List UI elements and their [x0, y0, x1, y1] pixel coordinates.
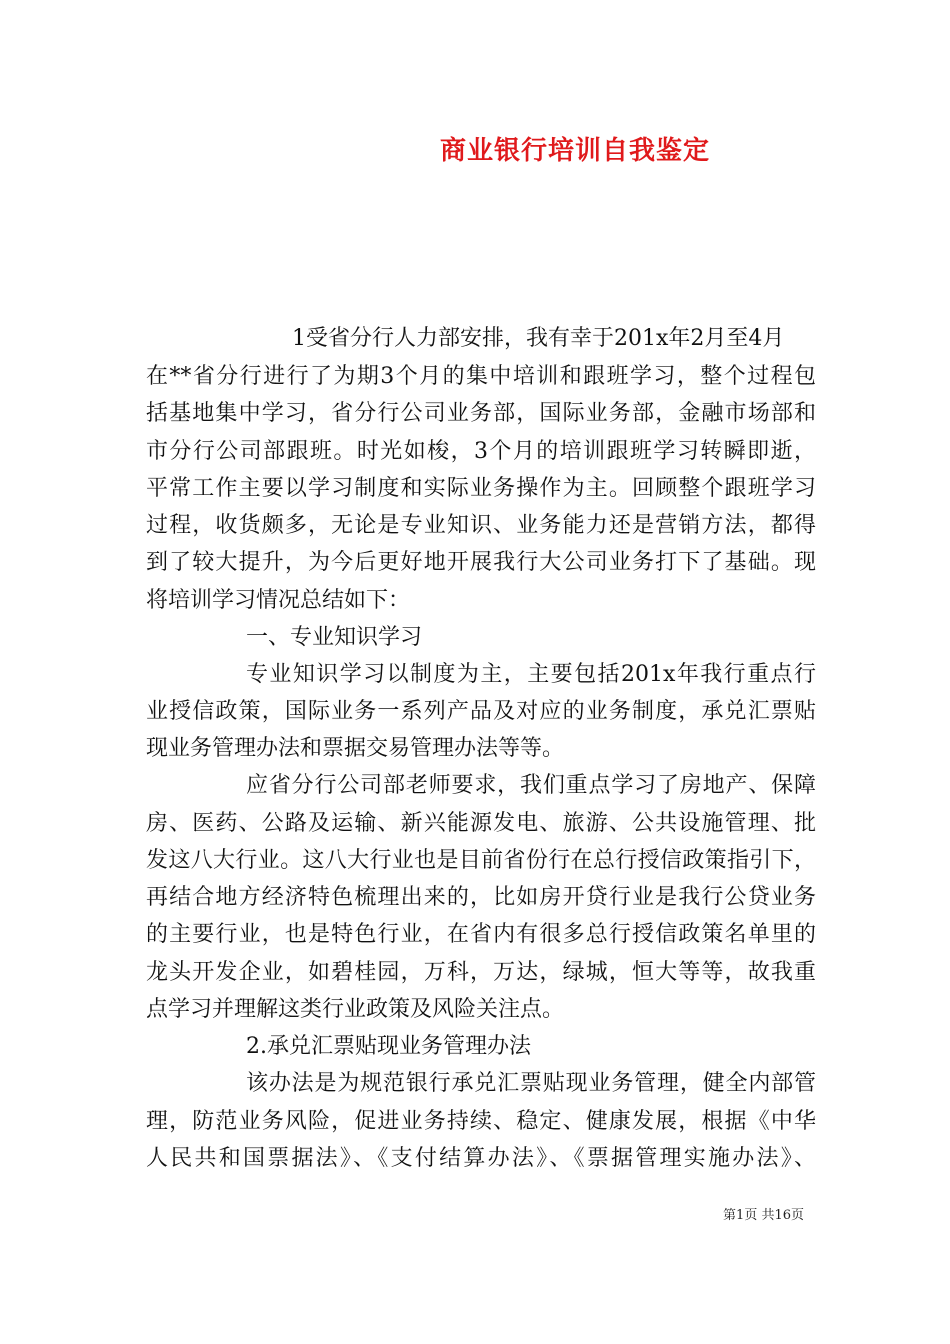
text-line: 点学习并理解这类行业政策及风险关注点。 [146, 997, 565, 1022]
text-line: 龙头开发企业，如碧桂园，万科，万达，绿城，恒大等等，故我重 [146, 960, 816, 985]
text-line: 理，防范业务风险，促进业务持续、稳定、健康发展，根据《中华 [146, 1109, 816, 1134]
section-heading: 2.承兑汇票贴现业务管理办法 [246, 1034, 531, 1059]
text-line: 应省分行公司部老师要求，我们重点学习了房地产、保障 [246, 773, 816, 798]
page-title: 商业银行培训自我鉴定 [439, 136, 710, 166]
text-line: 在**省分行进行了为期3个月的集中培训和跟班学习，整个过程包 [146, 364, 816, 389]
section-heading: 一、专业知识学习 [246, 625, 423, 650]
text-line: 市分行公司部跟班。时光如梭，3个月的培训跟班学习转瞬即逝， [146, 439, 816, 464]
text-line: 将培训学习情况总结如下： [146, 588, 411, 613]
text-line: 过程，收货颇多，无论是专业知识、业务能力还是营销方法，都得 [146, 513, 816, 538]
text-line: 1受省分行人力部安排，我有幸于201x年2月至4月 [292, 326, 785, 351]
text-line: 的主要行业，也是特色行业，在省内有很多总行授信政策名单里的 [146, 922, 816, 947]
text-line: 括基地集中学习，省分行公司业务部，国际业务部，金融市场部和 [146, 401, 816, 426]
text-line: 专业知识学习以制度为主，主要包括201x年我行重点行 [246, 662, 816, 687]
text-line: 发这八大行业。这八大行业也是目前省份行在总行授信政策指引下， [146, 848, 816, 873]
text-line: 现业务管理办法和票据交易管理办法等等。 [146, 736, 565, 761]
text-line: 房、医药、公路及运输、新兴能源发电、旅游、公共设施管理、批 [146, 811, 816, 836]
text-line: 人民共和国票据法》、《支付结算办法》、《票据管理实施办法》、 [146, 1146, 816, 1171]
text-line: 业授信政策，国际业务一系列产品及对应的业务制度，承兑汇票贴 [146, 699, 816, 724]
text-line: 该办法是为规范银行承兑汇票贴现业务管理，健全内部管 [246, 1071, 816, 1096]
page-number: 第1页 共16页 [723, 1208, 804, 1223]
text-line: 平常工作主要以学习制度和实际业务操作为主。回顾整个跟班学习 [146, 476, 816, 501]
text-line: 到了较大提升，为今后更好地开展我行大公司业务打下了基础。现 [146, 550, 816, 575]
text-line: 再结合地方经济特色梳理出来的，比如房开贷行业是我行公贷业务 [146, 885, 816, 910]
